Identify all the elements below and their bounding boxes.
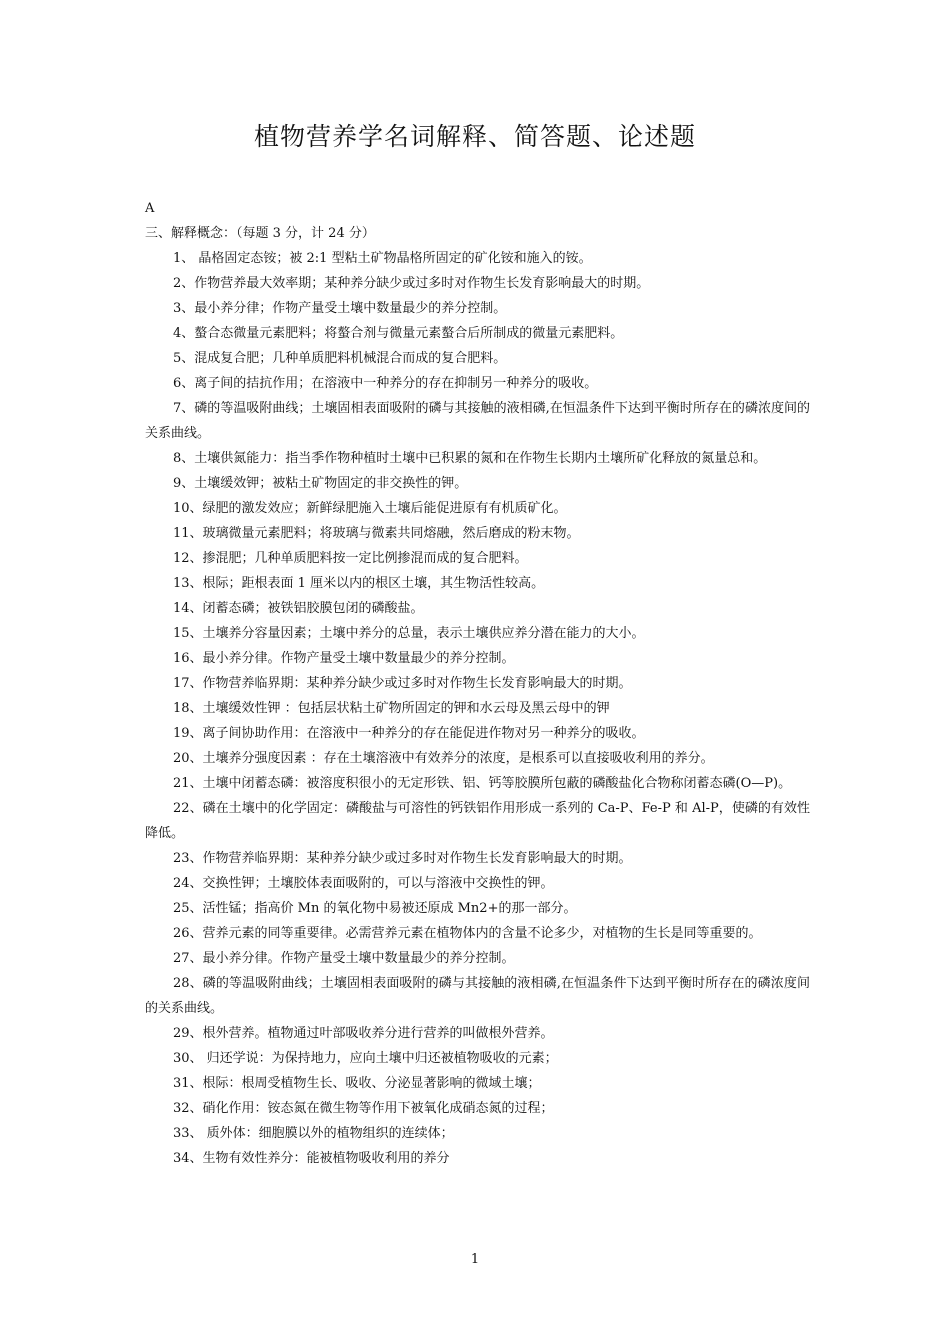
definition-list xyxy=(145,246,810,1171)
definition-item: 28、磷的等温吸附曲线；土壤固相表面吸附的磷与其接触的液相磷,在恒温条件下达到平衡时所存在的磷浓度间的关系曲线。 xyxy=(145,976,810,1016)
definition-item: 22、磷在土壤中的化学固定：磷酸盐与可溶性的钙铁铝作用形成一系列的 Ca-P、Fe-P 和 Al-P，使磷的有效性降低。 xyxy=(145,801,810,841)
page-number: 1 xyxy=(470,1252,480,1267)
definition-item: 19、离子间协助作用：在溶液中一种养分的存在能促进作物对另一种养分的吸收。 xyxy=(173,726,645,741)
definition-item: 15、土壤养分容量因素；土壤中养分的总量，表示土壤供应养分潜在能力的大小。 xyxy=(173,626,645,641)
section-heading: 三、解释概念：（每题 3 分，计 24 分） xyxy=(145,226,375,241)
section-letter: A xyxy=(145,201,155,216)
definition-item: 32、硝化作用：铵态氮在微生物等作用下被氧化成硝态氮的过程； xyxy=(173,1101,554,1116)
definition-item: 17、作物营养临界期：某种养分缺少或过多时对作物生长发育影响最大的时期。 xyxy=(173,676,632,691)
definition-item: 31、根际：根周受植物生长、吸收、分泌显著影响的微域土壤； xyxy=(173,1076,541,1091)
definition-item: 14、闭蓄态磷；被铁铝胶膜包闭的磷酸盐。 xyxy=(173,601,424,616)
definition-item: 3、最小养分律；作物产量受土壤中数量最少的养分控制。 xyxy=(173,301,507,316)
definition-item: 34、生物有效性养分：能被植物吸收利用的养分 xyxy=(173,1151,450,1166)
definition-item: 27、最小养分律。作物产量受土壤中数量最少的养分控制。 xyxy=(173,951,515,966)
definition-item: 12、掺混肥；几种单质肥料按一定比例掺混而成的复合肥料。 xyxy=(173,551,528,566)
definition-item: 11、玻璃微量元素肥料；将玻璃与微素共同熔融，然后磨成的粉末物。 xyxy=(173,526,580,541)
definition-item: 30、 归还学说：为保持地力，应向土壤中归还被植物吸收的元素； xyxy=(173,1051,558,1066)
definition-item: 21、土壤中闭蓄态磷：被溶度积很小的无定形铁、铝、钙等胶膜所包蔽的磷酸盐化合物称闭蓄态磷(O—P)。 xyxy=(173,776,792,791)
definition-item: 10、绿肥的激发效应；新鲜绿肥施入土壤后能促进原有有机质矿化。 xyxy=(173,501,567,516)
definition-item: 29、根外营养。植物通过叶部吸收养分进行营养的叫做根外营养。 xyxy=(173,1026,554,1041)
definition-item: 5、混成复合肥；几种单质肥料机械混合而成的复合肥料。 xyxy=(173,351,507,366)
definition-item: 23、作物营养临界期：某种养分缺少或过多时对作物生长发育影响最大的时期。 xyxy=(173,851,632,866)
definition-item: 26、营养元素的同等重要律。必需营养元素在植物体内的含量不论多少，对植物的生长是同等重要的。 xyxy=(173,926,762,941)
document-title: 植物营养学名词解释、简答题、论述题 xyxy=(253,122,696,151)
document-body xyxy=(145,196,810,1171)
definition-item: 13、根际；距根表面 1 厘米以内的根区土壤，其生物活性较高。 xyxy=(173,576,545,591)
definition-item: 8、土壤供氮能力：指当季作物种植时土壤中已积累的氮和在作物生长期内土壤所矿化释放的氮量总和。 xyxy=(173,451,767,466)
definition-item: 33、 质外体：细胞膜以外的植物组织的连续体； xyxy=(173,1126,454,1141)
definition-item: 1、 晶格固定态铵；被 2:1 型粘土矿物晶格所固定的矿化铵和施入的铵。 xyxy=(173,251,592,266)
definition-item: 4、螯合态微量元素肥料；将螯合剂与微量元素螯合后所制成的微量元素肥料。 xyxy=(173,326,624,341)
definition-item: 16、最小养分律。作物产量受土壤中数量最少的养分控制。 xyxy=(173,651,515,666)
definition-item: 24、交换性钾；土壤胶体表面吸附的，可以与溶液中交换性的钾。 xyxy=(173,876,554,891)
definition-item: 6、离子间的拮抗作用；在溶液中一种养分的存在抑制另一种养分的吸收。 xyxy=(173,376,598,391)
definition-item: 2、作物营养最大效率期；某种养分缺少或过多时对作物生长发育影响最大的时期。 xyxy=(173,276,650,291)
definition-item: 20、土壤养分强度因素 ：存在土壤溶液中有效养分的浓度，是根系可以直接吸收利用的养分。 xyxy=(173,751,714,766)
definition-item: 25、活性锰；指高价 Mn 的氧化物中易被还原成 Mn2+的那一部分。 xyxy=(173,901,577,916)
definition-item: 7、磷的等温吸附曲线；土壤固相表面吸附的磷与其接触的液相磷,在恒温条件下达到平衡时所存在的磷浓度间的关系曲线。 xyxy=(145,401,810,441)
definition-item: 18、土壤缓效性钾 ：包括层状粘土矿物所固定的钾和水云母及黑云母中的钾 xyxy=(173,701,610,716)
definition-item: 9、土壤缓效钾；被粘土矿物固定的非交换性的钾。 xyxy=(173,476,468,491)
